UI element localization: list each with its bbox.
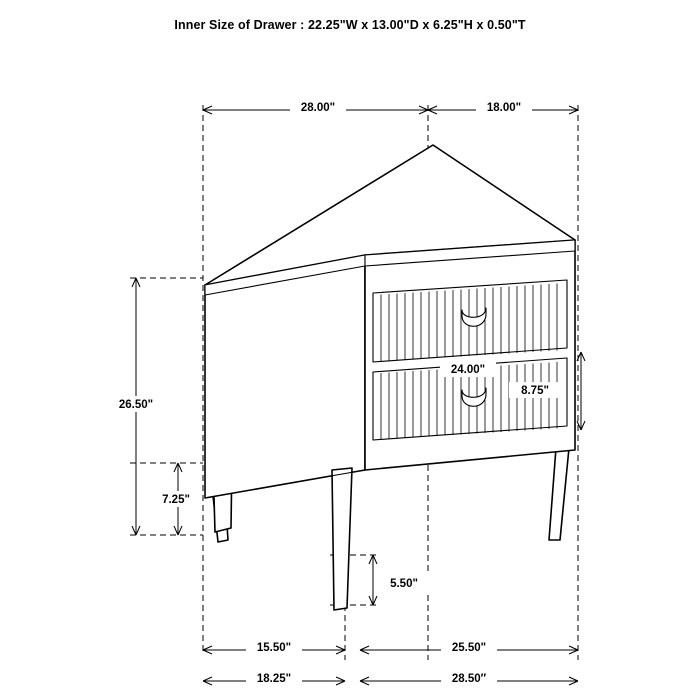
dim-leg-height-label: 7.25" — [162, 494, 190, 506]
dim-bottom-right-segment-label: 25.50" — [451, 642, 487, 654]
bottom-dimension-row-2 — [203, 670, 578, 686]
top-dimension-28 — [203, 99, 428, 115]
dim-drawer-width-label: 24.00" — [450, 364, 486, 376]
dim-bottom-total-width-label: 28.50″ — [451, 673, 487, 685]
dimension-foot-depth — [369, 555, 430, 605]
dimension-leg-height — [150, 463, 202, 535]
dim-bottom-left-segment-label: 15.50" — [256, 642, 292, 654]
dim-drawer-height-label: 8.75" — [521, 385, 549, 397]
dim-bottom-front-width-label: 18.25" — [256, 673, 292, 685]
dim-top-right-label: 18.00" — [486, 102, 522, 114]
dim-top-left-label: 28.00" — [300, 102, 336, 114]
page-title: Inner Size of Drawer : 22.25"W x 13.00"D x 6.25"H x 0.50"T — [174, 18, 526, 32]
dim-foot-depth-label: 5.50" — [390, 578, 418, 590]
nightstand-illustration — [205, 145, 575, 610]
dim-overall-height-label: 26.50" — [118, 399, 154, 411]
top-dimension-18 — [428, 99, 578, 115]
bottom-dimension-row-1 — [203, 639, 578, 655]
